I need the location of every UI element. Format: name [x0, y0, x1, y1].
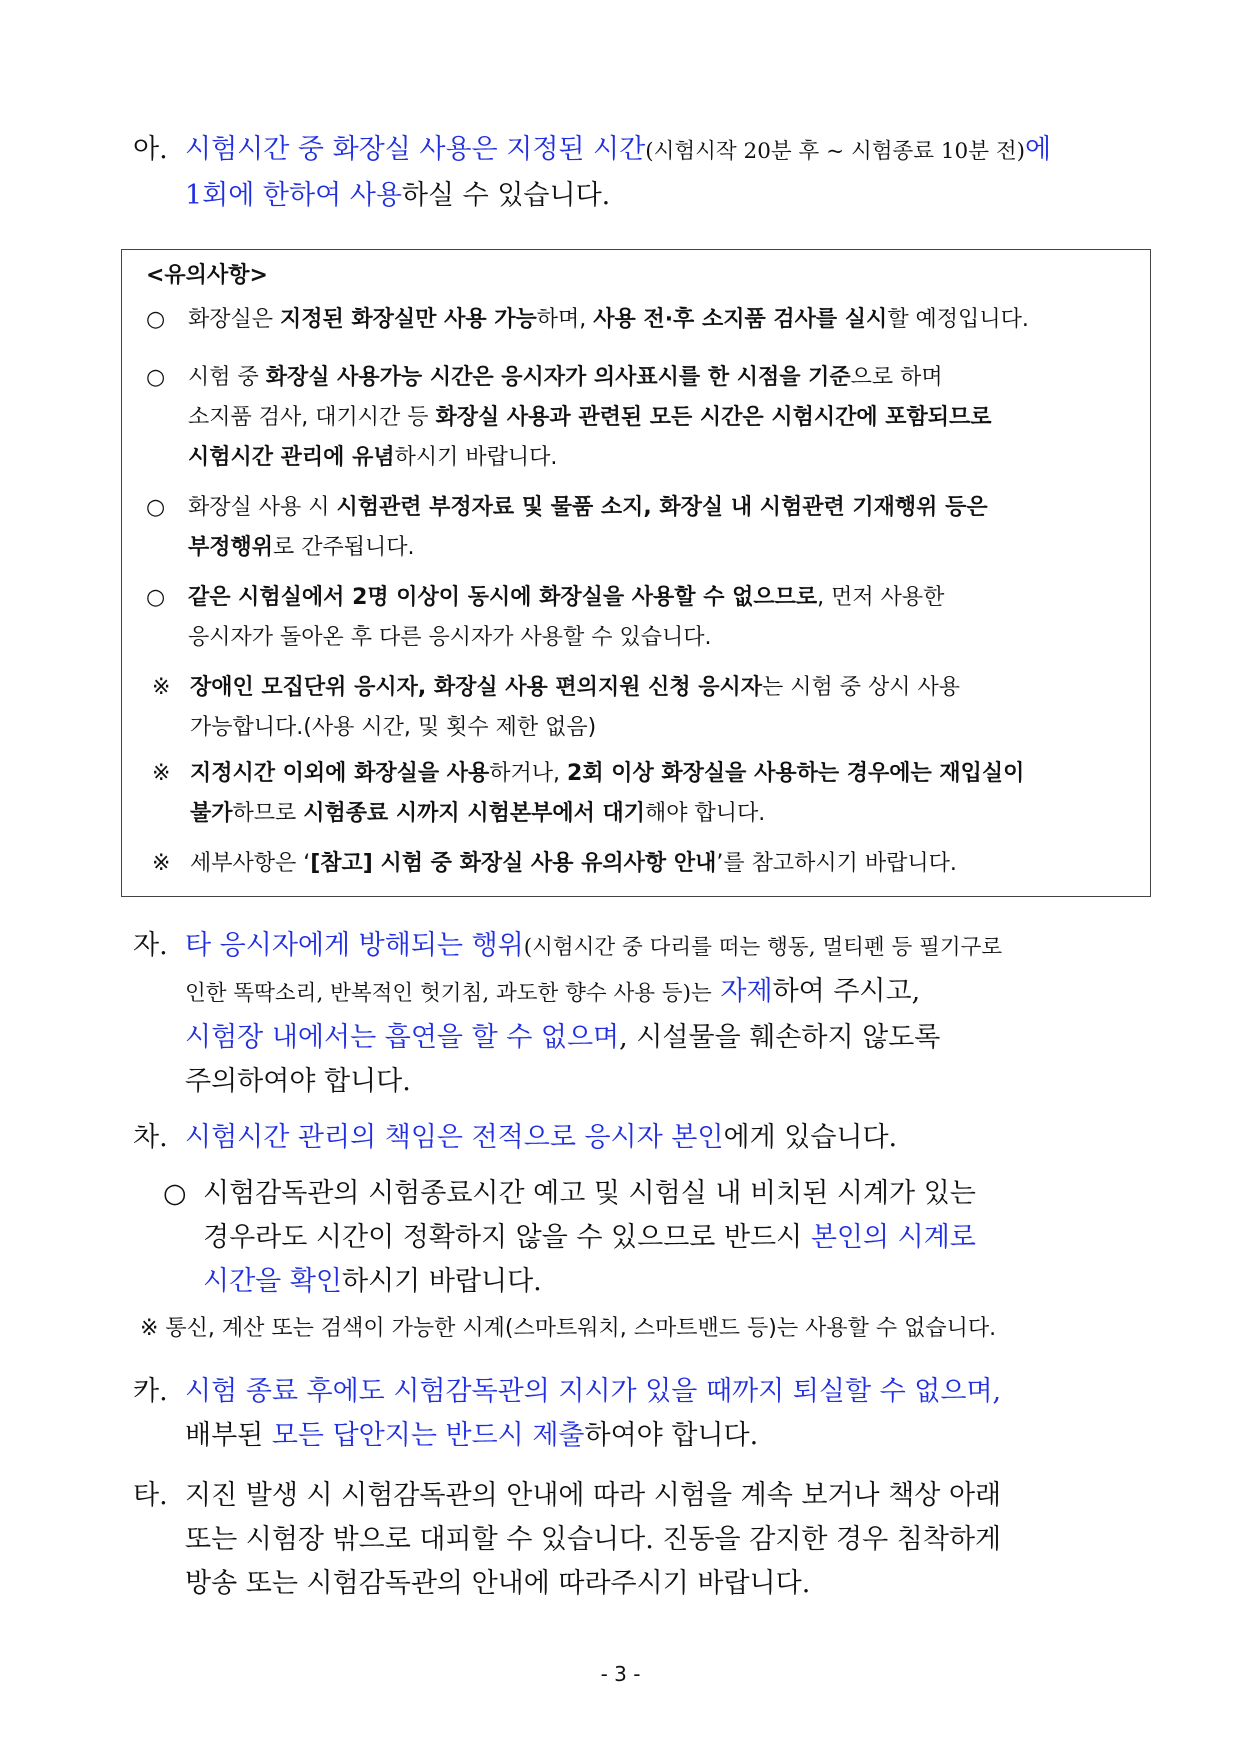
section-cha-sub: ○ 시험감독관의 시험종료시간 예고 및 시험실 내 비치된 시계가 있는 경우라도 시간이 정확하지 않을 수 있으므로 반드시 본인의 시계로 시간을 확인하시기 바랍니다. — [133, 1172, 1118, 1304]
notice-item: ○ 화장실 사용 시 시험관련 부정자료 및 물품 소지, 화장실 내 시험관련 기재행위 등은 부정행위로 간주됩니다. — [146, 488, 1146, 568]
reference-mark-icon: ※ — [152, 851, 171, 876]
circle-bullet-icon: ○ — [146, 307, 166, 332]
section-marker: 아. — [133, 134, 168, 165]
notice-reference: ※ 지정시간 이외에 화장실을 사용하거나, 2회 이상 화장실을 사용하는 경우에는 재입실이 불가하므로 시험종료 시까지 시험본부에서 대기해야 합니다. — [146, 754, 1146, 834]
notice-reference: ※ 장애인 모집단위 응시자, 화장실 사용 편의지원 신청 응시자는 시험 중 상시 사용 가능합니다.(사용 시간, 및 횟수 제한 없음) — [146, 668, 1146, 748]
section-marker: 카. — [133, 1376, 168, 1407]
notice-reference: ※ 세부사항은 ‘[참고] 시험 중 화장실 사용 유의사항 안내’를 참고하시기 바랍니다. — [146, 844, 1146, 884]
reference-mark-icon: ※ — [152, 675, 171, 700]
section-a: 아. 시험시간 중 화장실 사용은 지정된 시간(시험시작 20분 후 ~ 시험종료 10분 전)에 1회에 한하여 사용하실 수 있습니다. — [133, 128, 1118, 218]
section-ja: 자. 타 응시자에게 방해되는 행위(시험시간 중 다리를 떠는 행동, 멀티펜 등 필기구로 인한 똑딱소리, 반복적인 헛기침, 과도한 향수 사용 등)는 자제하여 주시고, 시험장 내에서는 흡연을 할 수 없으며, 시설물을 훼손하지 않도록 주의하여야 합니다. — [133, 924, 1118, 1104]
notice-item: ○ 시험 중 화장실 사용가능 시간은 응시자가 의사표시를 한 시점을 기준으로 하며 소지품 검사, 대기시간 등 화장실 사용과 관련된 모든 시간은 시험시간에 포함되므로 시험시간 관리에 유념하시기 바랍니다. — [146, 358, 1146, 478]
circle-bullet-icon: ○ — [146, 585, 166, 610]
section-marker: 타. — [133, 1480, 168, 1511]
notice-item: ○ 화장실은 지정된 화장실만 사용 가능하며, 사용 전·후 소지품 검사를 실시할 예정입니다. — [146, 300, 1146, 340]
notice-box — [121, 249, 1151, 897]
circle-bullet-icon: ○ — [146, 365, 166, 390]
section-cha: 차. 시험시간 관리의 책임은 전적으로 응시자 본인에게 있습니다. — [133, 1116, 1118, 1160]
notice-item: ○ 같은 시험실에서 2명 이상이 동시에 화장실을 사용할 수 없으므로, 먼저 사용한 응시자가 돌아온 후 다른 응시자가 사용할 수 있습니다. — [146, 578, 1146, 658]
section-marker: 차. — [133, 1122, 168, 1153]
footnote: ※ 통신, 계산 또는 검색이 가능한 시계(스마트워치, 스마트밴드 등)는 사용할 수 없습니다. — [140, 1316, 997, 1341]
section-ta: 타. 지진 발생 시 시험감독관의 안내에 따라 시험을 계속 보거나 책상 아래 또는 시험장 밖으로 대피할 수 있습니다. 진동을 감지한 경우 침착하게 방송 또는 시험감독관의 안내에 따라주시기 바랍니다. — [133, 1474, 1118, 1606]
section-ka: 카. 시험 종료 후에도 시험감독관의 지시가 있을 때까지 퇴실할 수 없으며, 배부된 모든 답안지는 반드시 제출하여야 합니다. — [133, 1370, 1118, 1458]
circle-bullet-icon: ○ — [146, 495, 166, 520]
reference-mark-icon: ※ — [152, 761, 171, 786]
notice-title: <유의사항> — [146, 263, 268, 288]
circle-bullet-icon: ○ — [163, 1178, 187, 1209]
page-number: - 3 - — [600, 1662, 641, 1686]
section-marker: 자. — [133, 930, 168, 961]
